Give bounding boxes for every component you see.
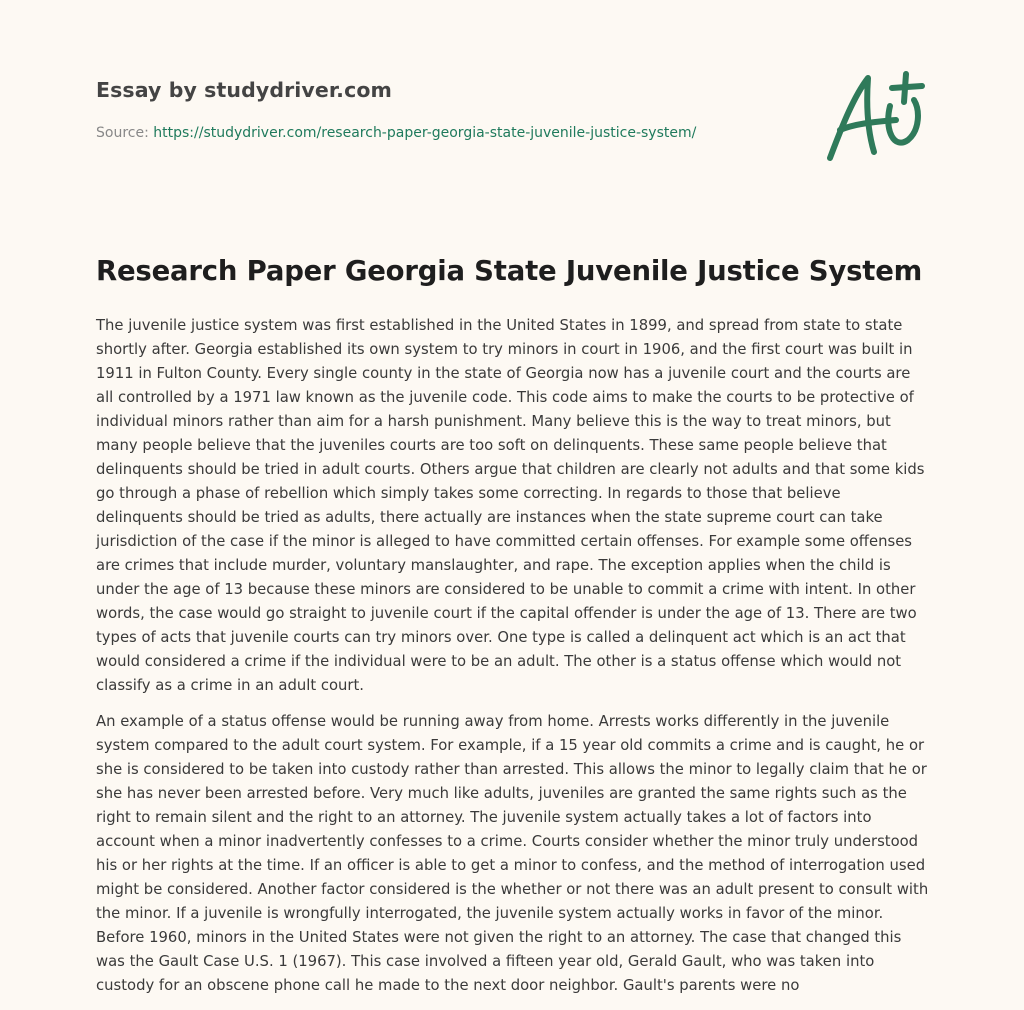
source-label: Source: bbox=[96, 125, 149, 141]
site-title: Essay by studydriver.com bbox=[96, 78, 392, 102]
essay-paragraph-2: An example of a status offense would be running away from home. Arrests works differently in the juvenile system compared to the adult court system. For example, if a 15 year old commits a crime and is caught, he or she is considered to be taken into custody rather than arrested. This allows the minor to legally claim that he or she has never been arrested before. Very much like adults, juveniles are granted the same rights such as the right to remain silent and the right to an attorney. The juvenile system actually takes a lot of factors into account when a minor inadvertently confesses to a crime. Courts consider whether the minor truly understood his or her rights at the time. If an officer is able to get a minor to confess, and the method of interrogation used might be considered. Another factor considered is the whether or not there was an adult present to consult with the minor. If a juvenile is wrongfully interrogated, the juvenile system actually works in favor of the minor. Before 1960, minors in the United States were not given the right to an attorney. The case that changed this was the Gault Case U.S. 1 (1967). This case involved a fifteen year old, Gerald Gault, who was taken into custody for an obscene phone call he made to the next door neighbor. Gault's parents were no bbox=[96, 713, 929, 994]
essay-title: Research Paper Georgia State Juvenile Justice System bbox=[96, 255, 923, 287]
source-link[interactable]: https://studydriver.com/research-paper-georgia-state-juvenile-justice-system/ bbox=[153, 125, 697, 141]
essay-body bbox=[96, 314, 932, 1010]
essay-paragraph-1: The juvenile justice system was first established in the United States in 1899, and spread from state to state shortly after. Georgia established its own system to try minors in court in 1906, and the first court was built in 1911 in Fulton County. Every single county in the state of Georgia now has a juvenile court and the courts are all controlled by a 1971 law known as the juvenile code. This code aims to make the courts to be protective of individual minors rather than aim for a harsh punishment. Many believe this is the way to treat minors, but many people believe that the juveniles courts are too soft on delinquents. These same people believe that delinquents should be tried in adult courts. Others argue that children are clearly not adults and that some kids go through a phase of rebellion which simply takes some correcting. In regards to those that believe delinquents should be tried as adults, there actually are instances when the state supreme court can take jurisdiction of the case if the minor is alleged to have committed certain offenses. For example some offenses are crimes that include murder, voluntary manslaughter, and rape. The exception applies when the child is under the age of 13 because these minors are considered to be unable to commit a crime with intent. In other words, the case would go straight to juvenile court if the capital offender is under the age of 13. There are two types of acts that juvenile courts can try minors over. One type is called a delinquent act which is an act that would considered a crime if the individual were to be an adult. The other is a status offense which would not classify as a crime in an adult court. bbox=[96, 317, 925, 694]
source-line bbox=[96, 125, 696, 141]
a-plus-logo-icon bbox=[820, 66, 932, 166]
